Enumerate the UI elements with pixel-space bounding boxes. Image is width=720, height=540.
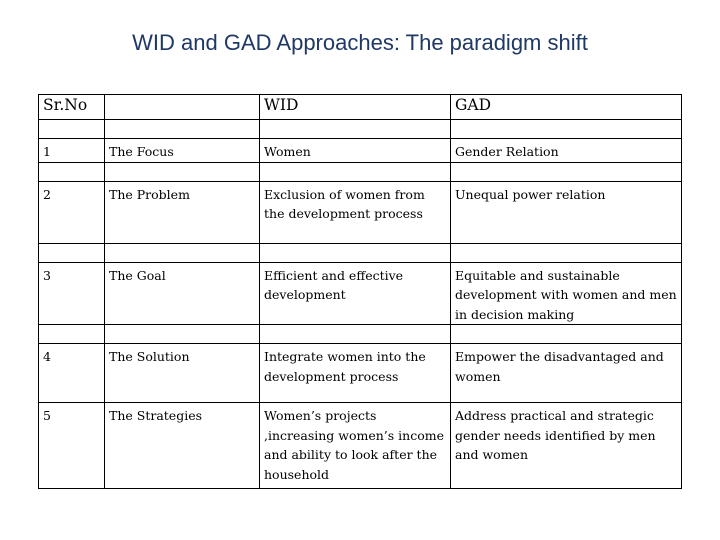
row-aspect: The Problem [105, 181, 260, 243]
header-aspect [105, 95, 260, 120]
row-wid: Exclusion of women from the development process [260, 181, 451, 243]
table-row [39, 181, 682, 243]
table-row [39, 403, 682, 489]
row-gad: Equitable and sustainable development with women and men in decision making [451, 262, 682, 325]
row-number: 2 [39, 181, 105, 243]
header-gad: GAD [451, 95, 682, 120]
table-row [39, 139, 682, 163]
row-number: 4 [39, 344, 105, 403]
row-aspect: The Goal [105, 262, 260, 325]
row-wid: Integrate women into the development process [260, 344, 451, 403]
row-number: 5 [39, 403, 105, 489]
table-row [39, 262, 682, 325]
row-wid: Women’s projects ,increasing women’s income and ability to look after the household [260, 403, 451, 489]
row-aspect: The Solution [105, 344, 260, 403]
header-sr-no: Sr.No [39, 95, 105, 120]
row-aspect: The Focus [105, 139, 260, 163]
header-wid: WID [260, 95, 451, 120]
spacer-row [39, 120, 682, 139]
row-aspect: The Strategies [105, 403, 260, 489]
spacer-row [39, 162, 682, 181]
comparison-table [38, 94, 682, 489]
row-gad: Empower the disadvantaged and women [451, 344, 682, 403]
row-gad: Unequal power relation [451, 181, 682, 243]
row-number: 1 [39, 139, 105, 163]
spacer-row [39, 243, 682, 262]
page-title: WID and GAD Approaches: The paradigm shift [132, 30, 588, 55]
row-wid: Women [260, 139, 451, 163]
row-wid: Efficient and effective development [260, 262, 451, 325]
row-gad: Address practical and strategic gender needs identified by men and women [451, 403, 682, 489]
table-row [39, 344, 682, 403]
row-gad: Gender Relation [451, 139, 682, 163]
spacer-row [39, 325, 682, 344]
row-number: 3 [39, 262, 105, 325]
table-header-row [39, 95, 682, 120]
